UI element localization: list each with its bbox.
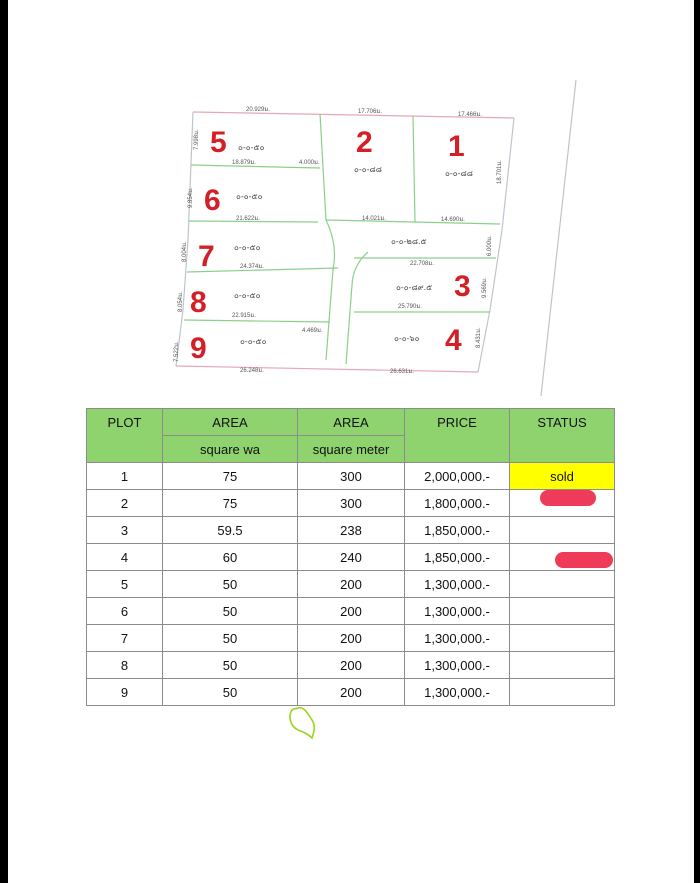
- cell-area-m: 200: [298, 652, 405, 679]
- cell-price: 1,300,000.-: [405, 652, 510, 679]
- plot-number-4: 4: [445, 324, 462, 357]
- red-mark-plot-4: [555, 552, 613, 568]
- dim-v-5l: 7.998ม.: [194, 129, 200, 150]
- dim-7: 24.374ม.: [240, 264, 264, 270]
- cell-area-wa: 50: [163, 571, 298, 598]
- cell-plot: 2: [87, 490, 163, 517]
- document-page: [8, 0, 694, 883]
- area-code-6: ๐-๐-๕๐: [236, 192, 263, 201]
- dim-v-6l: 9.854ม.: [188, 187, 194, 208]
- plot-number-1: 1: [448, 130, 465, 163]
- plot-number-6: 6: [204, 184, 221, 217]
- cell-plot: 6: [87, 598, 163, 625]
- cell-status: [510, 679, 615, 706]
- dim-3: 25.790ม.: [398, 304, 422, 310]
- cell-plot: 3: [87, 517, 163, 544]
- header-area-wa: AREA: [163, 409, 298, 436]
- cell-area-wa: 75: [163, 490, 298, 517]
- plot-price-table: [86, 408, 615, 706]
- cell-status: [510, 598, 615, 625]
- red-mark-plot-2: [540, 490, 596, 506]
- dim-top-2: 17.706ม.: [358, 109, 382, 115]
- cell-plot: 1: [87, 463, 163, 490]
- table-row: [87, 625, 615, 652]
- cell-area-m: 200: [298, 625, 405, 652]
- header-plot: PLOT: [87, 409, 163, 463]
- dim-v-8l: 8.054ม.: [178, 291, 184, 312]
- cell-status-sold: sold: [510, 463, 615, 490]
- plot-number-8: 8: [190, 286, 207, 319]
- area-code-5: ๐-๐-๕๐: [238, 143, 265, 152]
- dim-5: 18.879ม.: [232, 160, 256, 166]
- area-code-1: ๐-๐-๘๘: [445, 169, 473, 178]
- cell-status: [510, 571, 615, 598]
- plot-number-7: 7: [198, 240, 215, 273]
- cell-price: 1,300,000.-: [405, 598, 510, 625]
- cell-price: 1,300,000.-: [405, 625, 510, 652]
- cell-price: 1,800,000.-: [405, 490, 510, 517]
- cell-plot: 7: [87, 625, 163, 652]
- cell-area-wa: 75: [163, 463, 298, 490]
- table-row: [87, 598, 615, 625]
- cell-status: [510, 517, 615, 544]
- cell-plot: 8: [87, 652, 163, 679]
- dim-v-r3: 6.000ม.: [487, 235, 493, 256]
- cell-area-wa: 50: [163, 679, 298, 706]
- header-area-m-unit: square meter: [298, 436, 405, 463]
- cell-area-wa: 50: [163, 625, 298, 652]
- area-code-4: ๐-๐-๖๐: [394, 334, 420, 343]
- cell-area-wa: 59.5: [163, 517, 298, 544]
- dim-3-top: 22.708ม.: [410, 261, 434, 267]
- table-row: [87, 571, 615, 598]
- cell-area-m: 200: [298, 571, 405, 598]
- area-code-3: ๐-๐-๘๙.๕: [396, 283, 433, 292]
- dim-6: 21.622ม.: [236, 216, 260, 222]
- green-doodle: [286, 704, 322, 742]
- cell-price: 1,300,000.-: [405, 571, 510, 598]
- dim-4000: 4.000ม.: [299, 160, 320, 166]
- cell-area-wa: 50: [163, 598, 298, 625]
- cell-price: 1,850,000.-: [405, 544, 510, 571]
- dim-v-7l: 8.004ม.: [182, 241, 188, 262]
- dim-v-9l: 7.522ม.: [174, 341, 180, 362]
- cell-plot: 9: [87, 679, 163, 706]
- plot-number-3: 3: [454, 270, 471, 303]
- area-code-2: ๐-๐-๘๘: [354, 165, 382, 174]
- cell-area-m: 200: [298, 598, 405, 625]
- header-status: STATUS: [510, 409, 615, 463]
- table-row: [87, 652, 615, 679]
- cell-status: [510, 625, 615, 652]
- cell-area-wa: 50: [163, 652, 298, 679]
- cell-price: 2,000,000.-: [405, 463, 510, 490]
- area-code-road: ๐-๐-๒๘.๕: [391, 237, 427, 246]
- dim-top-3: 17.466ม.: [458, 112, 482, 118]
- cell-plot: 5: [87, 571, 163, 598]
- header-area-m: AREA: [298, 409, 405, 436]
- dim-bottom-2: 26.631ม.: [390, 369, 414, 375]
- cell-area-wa: 60: [163, 544, 298, 571]
- area-code-8: ๐-๐-๕๐: [234, 291, 261, 300]
- dim-bottom-1: 26.248ม.: [240, 368, 264, 374]
- header-price: PRICE: [405, 409, 510, 463]
- dim-1: 14.690ม.: [441, 217, 465, 223]
- cell-plot: 4: [87, 544, 163, 571]
- cell-area-m: 240: [298, 544, 405, 571]
- plot-number-9: 9: [190, 332, 207, 365]
- dim-v-r1: 18.701ม.: [497, 160, 503, 184]
- cell-area-m: 300: [298, 490, 405, 517]
- cell-area-m: 300: [298, 463, 405, 490]
- area-code-7: ๐-๐-๕๐: [234, 243, 261, 252]
- plot-area-codes: [234, 143, 473, 346]
- table-row: [87, 517, 615, 544]
- cell-status: [510, 652, 615, 679]
- plot-number-2: 2: [356, 126, 373, 159]
- dim-top-1: 20.929ม.: [246, 107, 270, 113]
- dim-8: 22.915ม.: [232, 313, 256, 319]
- cell-area-m: 238: [298, 517, 405, 544]
- table-row: [87, 463, 615, 490]
- plan-outline: [176, 80, 576, 396]
- cell-price: 1,300,000.-: [405, 679, 510, 706]
- header-area-wa-unit: square wa: [163, 436, 298, 463]
- table-row: [87, 679, 615, 706]
- dim-4469: 4.469ม.: [302, 328, 323, 334]
- table-row: [87, 490, 615, 517]
- plot-number-5: 5: [210, 126, 227, 159]
- cell-area-m: 200: [298, 679, 405, 706]
- dim-v-r5: 8.431ม.: [476, 327, 482, 348]
- dim-v-r4: 9.569ม.: [482, 277, 488, 298]
- table-row: [87, 544, 615, 571]
- area-code-9: ๐-๐-๕๐: [240, 337, 267, 346]
- land-plot-plan: [8, 0, 694, 400]
- dim-2: 14.021ม.: [362, 216, 386, 222]
- cell-price: 1,850,000.-: [405, 517, 510, 544]
